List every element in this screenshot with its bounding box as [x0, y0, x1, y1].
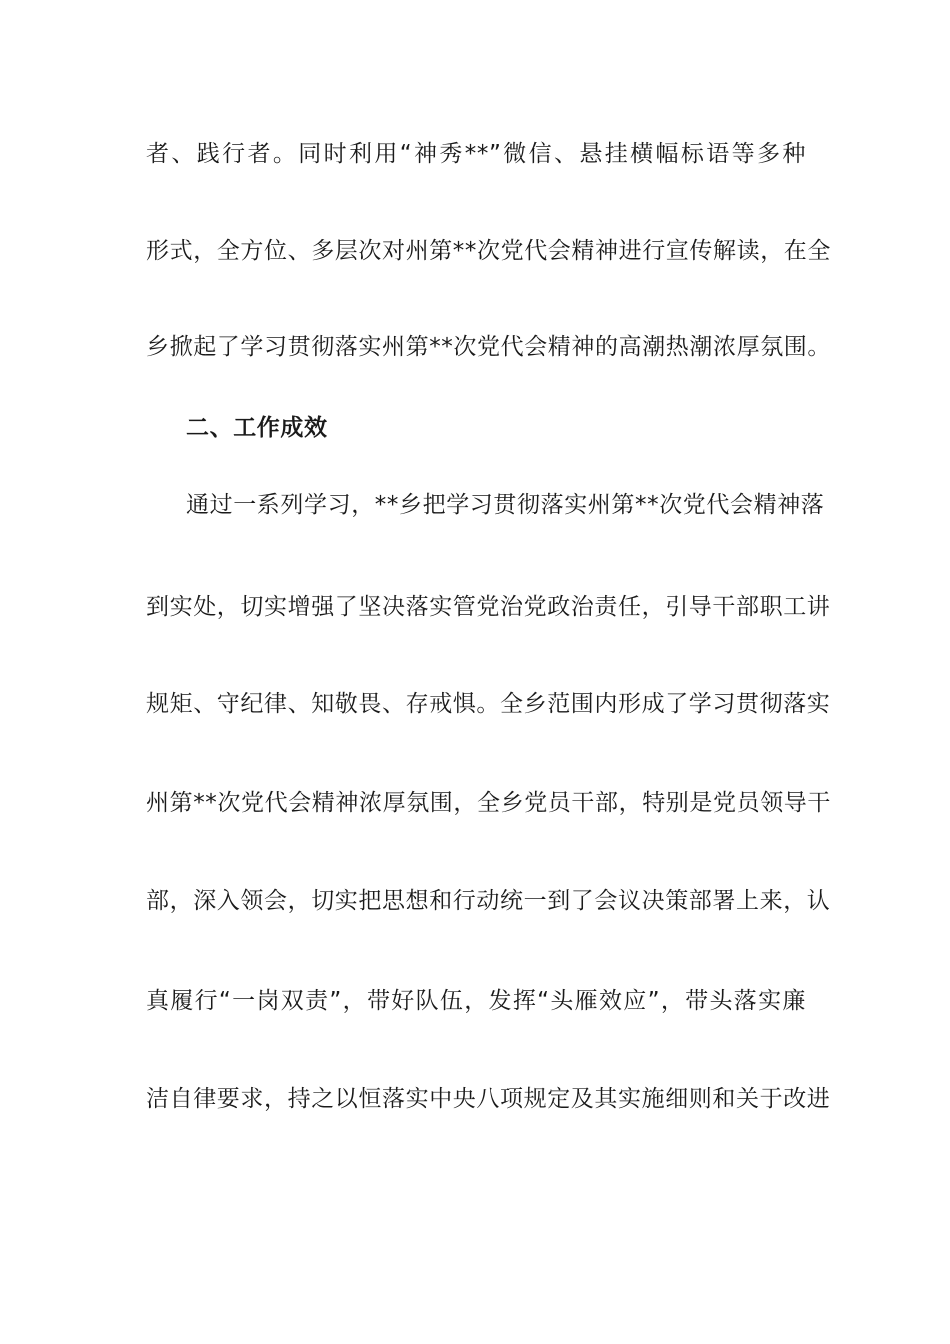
paragraph-2-line-6: 真履行“一岗双责”，带好队伍，发挥“头雁效应”，带头落实廉: [146, 988, 806, 1014]
paragraph-2-line-7: 洁自律要求，持之以恒落实中央八项规定及其实施细则和关于改进: [146, 1086, 831, 1112]
paragraph-2-line-1: 通过一系列学习，**乡把学习贯彻落实州第**次党代会精神落: [186, 492, 825, 518]
paragraph-2-line-2: 到实处，切实增强了坚决落实管党治党政治责任，引导干部职工讲: [146, 594, 831, 620]
paragraph-1-line-3: 乡掀起了学习贯彻落实州第**次党代会精神的高潮热潮浓厚氛围。: [146, 334, 831, 360]
paragraph-1-line-2: 形式，全方位、多层次对州第**次党代会精神进行宣传解读，在全: [146, 238, 831, 264]
paragraph-2-line-5: 部，深入领会，切实把思想和行动统一到了会议决策部署上来，认: [146, 888, 831, 914]
paragraph-2-line-4: 州第**次党代会精神浓厚氛围，全乡党员干部，特别是党员领导干: [146, 790, 831, 816]
section-heading: 二、工作成效: [186, 415, 328, 441]
paragraph-1-line-1: 者、践行者。同时利用“神秀**”微信、悬挂横幅标语等多种: [146, 141, 806, 167]
paragraph-2-line-3: 规矩、守纪律、知敬畏、存戒惧。全乡范围内形成了学习贯彻落实: [146, 691, 831, 717]
